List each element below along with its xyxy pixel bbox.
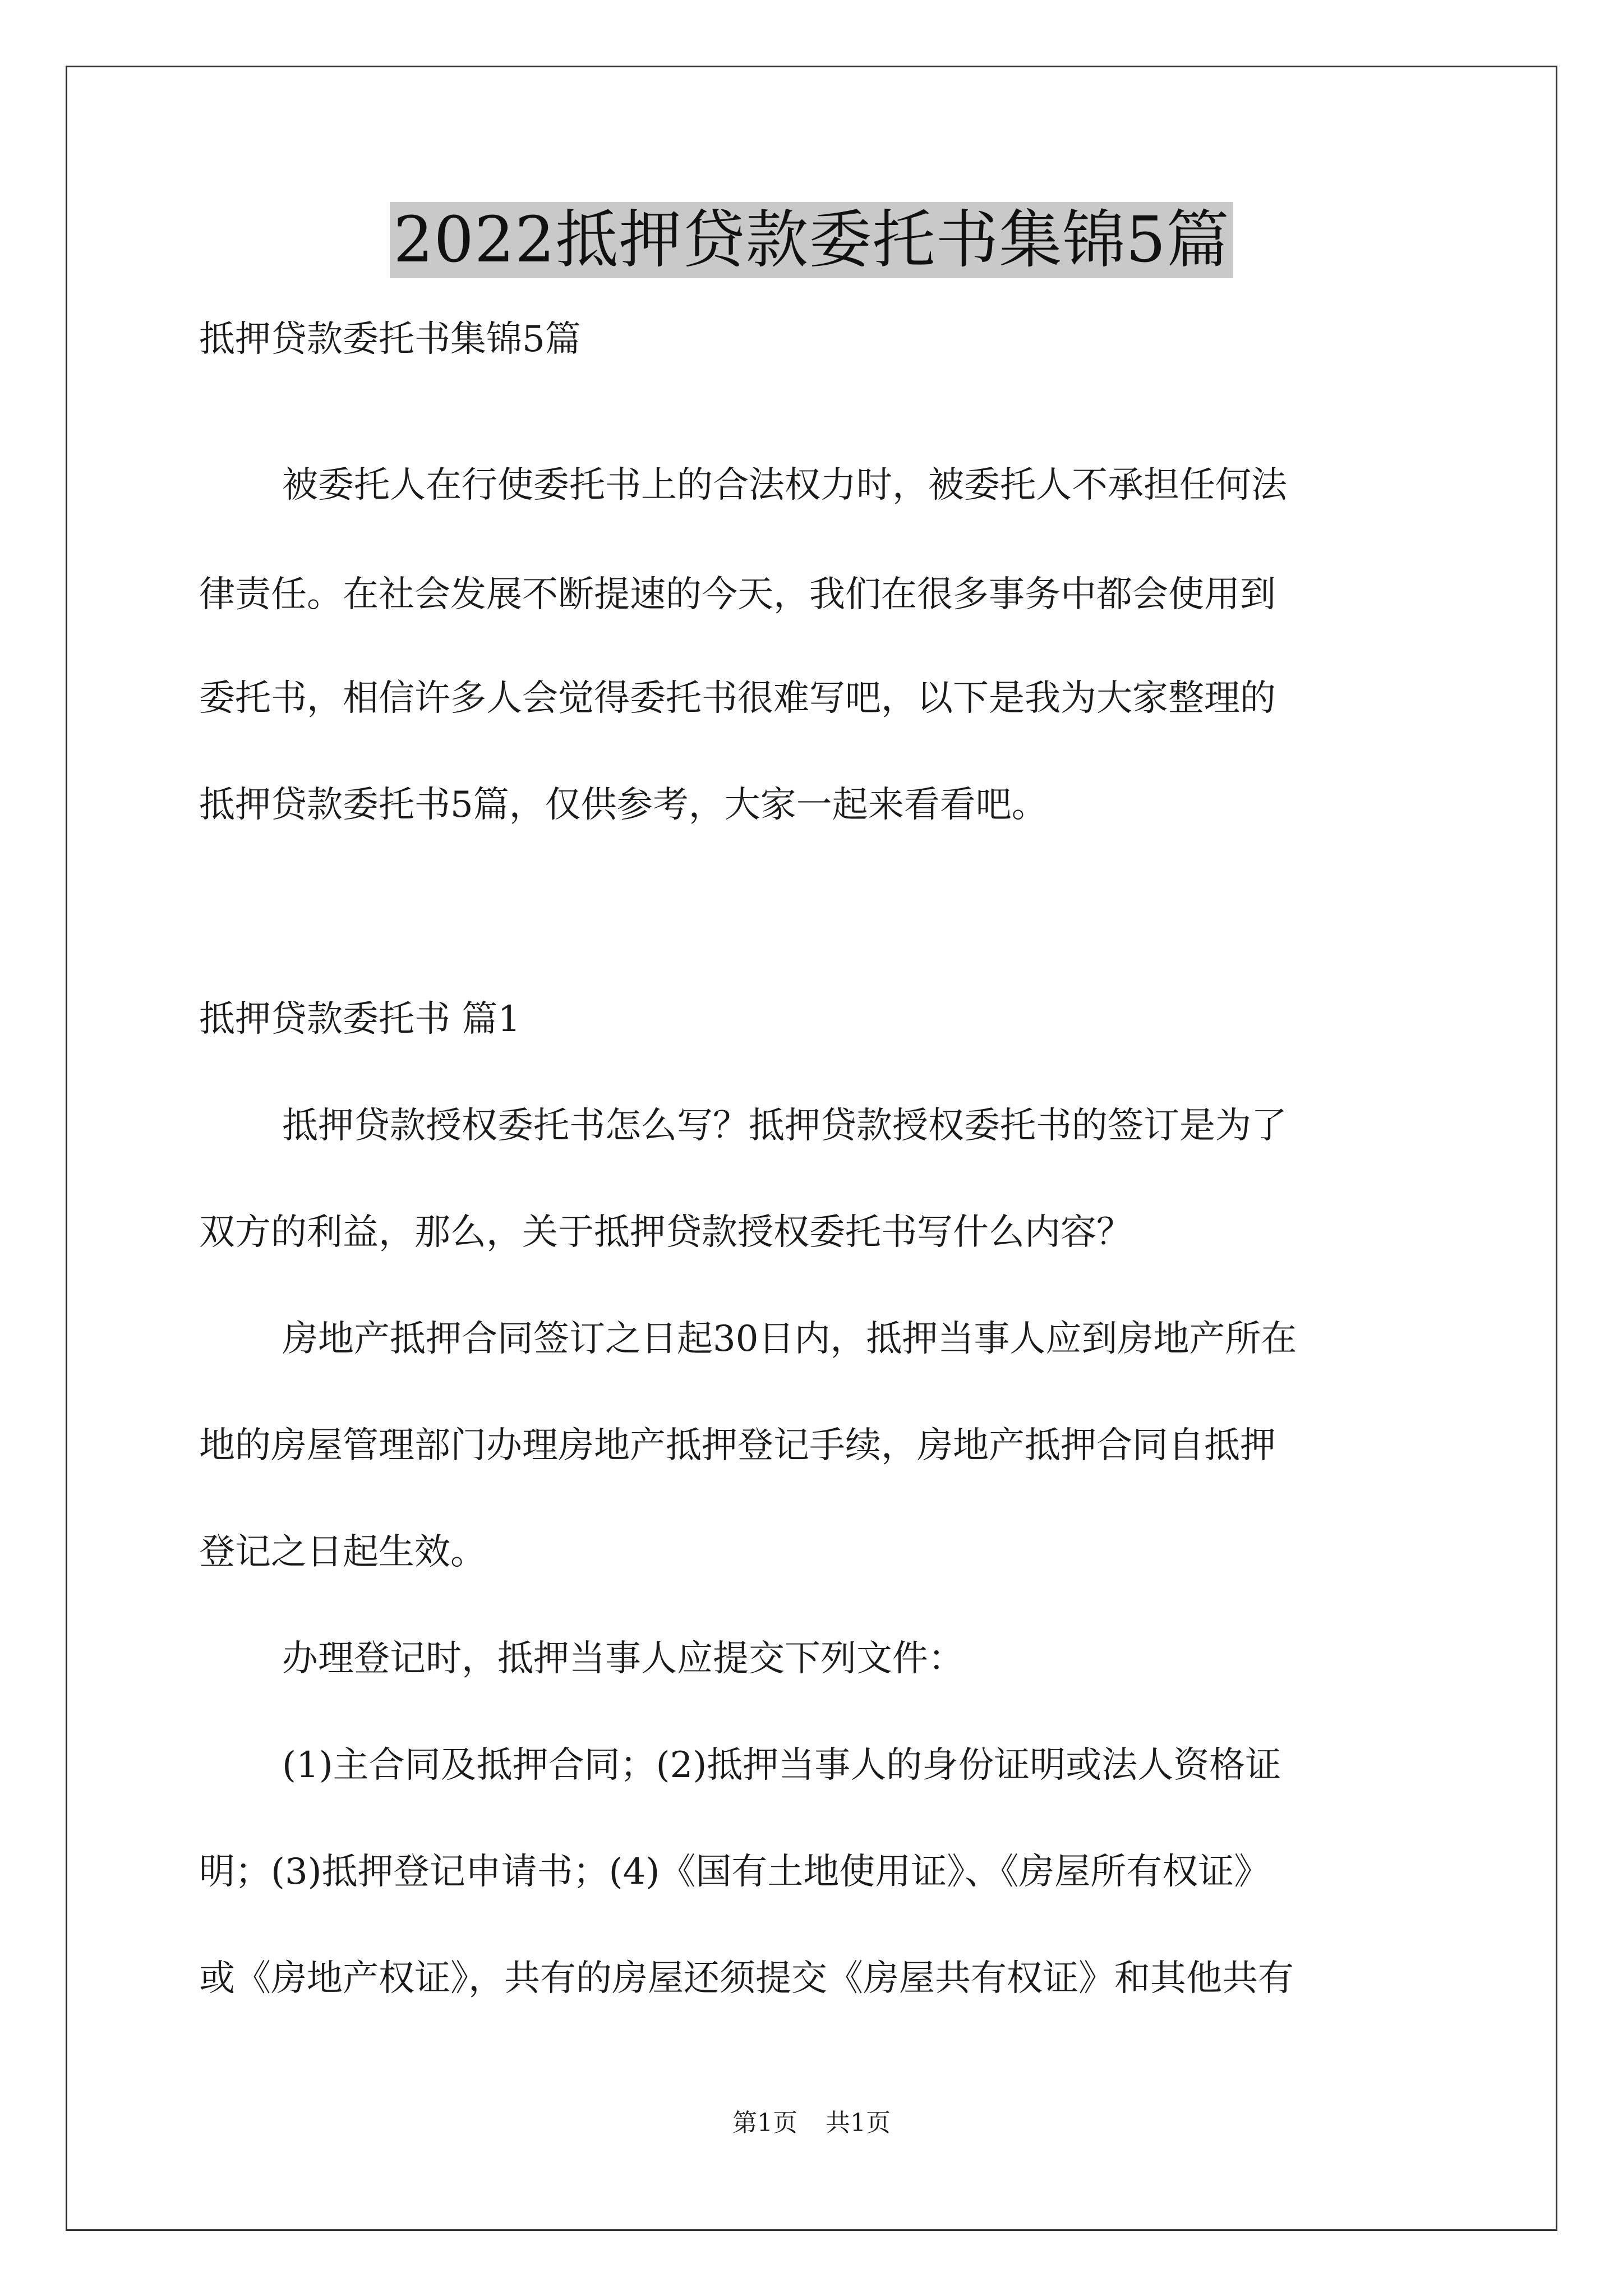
paragraph-line: 抵押贷款授权委托书怎么写？抵押贷款授权委托书的签订是为了 — [282, 1105, 1287, 1147]
section-heading: 抵押贷款委托书 篇1 — [199, 999, 521, 1040]
paragraph-line: 被委托人在行使委托书上的合法权力时，被委托人不承担任何法 — [282, 464, 1287, 506]
paragraph-line: 办理登记时，抵押当事人应提交下列文件： — [282, 1638, 964, 1680]
paragraph-line: 抵押贷款委托书5篇，仅供参考，大家一起来看看吧。 — [199, 784, 1048, 826]
paragraph-line: 或《房地产权证》，共有的房屋还须提交《房屋共有权证》和其他共有 — [199, 1958, 1294, 1999]
paragraph-line: 律责任。在社会发展不断提速的今天，我们在很多事务中都会使用到 — [199, 574, 1276, 615]
paragraph-line: 房地产抵押合同签订之日起30日内，抵押当事人应到房地产所在 — [282, 1318, 1297, 1360]
paragraph-line: 委托书，相信许多人会觉得委托书很难写吧，以下是我为大家整理的 — [199, 678, 1276, 719]
page-footer — [0, 2106, 1623, 2140]
page-number-current: 第1页 — [732, 2109, 797, 2137]
document-title: 2022抵押贷款委托书集锦5篇 — [390, 202, 1233, 278]
paragraph-line: 明；(3)抵押登记申请书；(4)《国有土地使用证》、《房屋所有权证》 — [199, 1851, 1270, 1893]
document-subtitle: 抵押贷款委托书集锦5篇 — [199, 319, 581, 360]
paragraph-line: 地的房屋管理部门办理房地产抵押登记手续，房地产抵押合同自抵押 — [199, 1425, 1276, 1466]
page-number-total: 共1页 — [826, 2109, 891, 2137]
paragraph-line: 双方的利益，那么，关于抵押贷款授权委托书写什么内容？ — [199, 1212, 1132, 1253]
title-container — [0, 202, 1623, 278]
paragraph-line: (1)主合同及抵押合同；(2)抵押当事人的身份证明或法人资格证 — [282, 1745, 1281, 1786]
paragraph-line: 登记之日起生效。 — [199, 1531, 486, 1573]
